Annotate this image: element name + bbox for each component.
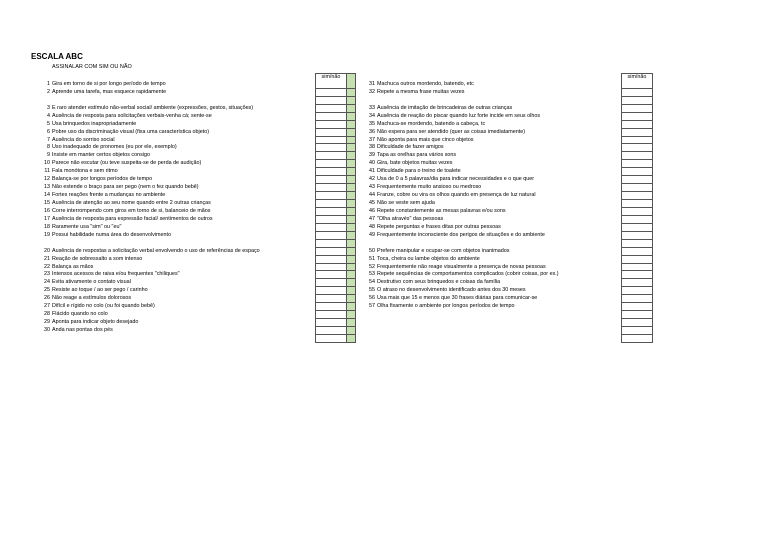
right-item-text: Ausência de imitação de brincadeiras de outras crianças [377,104,513,111]
question-row [31,137,653,145]
left-item-number [31,335,51,343]
question-row [31,327,653,335]
left-answer-cell[interactable] [315,81,347,89]
right-item-text: Destrutivo com seus brinquedos e coisas da família [377,279,501,286]
left-item-text: Ausência do sorriso social [52,136,115,143]
left-answer-header: sim/não [315,73,347,81]
right-answer-cell[interactable] [621,264,653,272]
left-item-number: 26 [44,295,50,302]
left-item-text [51,240,315,248]
right-answer-cell[interactable] [621,216,653,224]
left-answer-cell[interactable] [315,105,347,113]
left-item-number: 11 [44,168,50,175]
right-item-text [376,319,621,327]
right-answer-cell[interactable] [621,295,653,303]
right-item-text [376,240,621,248]
left-answer-cell[interactable] [315,152,347,160]
right-item-number: 36 [369,128,375,135]
question-row [31,271,653,279]
right-item-number: 41 [369,168,375,175]
right-item-text: Olha fixamente o ambiente por longos períodos de tempo [377,303,515,310]
right-item-text: Dificuldade de fazer amigos [377,144,444,151]
question-row [31,176,653,184]
left-item-number: 27 [44,303,50,310]
left-answer-cell[interactable] [315,311,347,319]
left-item-text: Fala monótona e sem ritmo [52,168,118,175]
question-row [31,144,653,152]
left-item-number: 19 [44,231,50,238]
right-item-text: Frequentemente inconsciente dos perigos de situações e do ambiente [377,231,545,238]
left-answer-fill [347,121,356,129]
right-item-number: 51 [369,255,375,262]
question-row [31,184,653,192]
right-answer-cell[interactable] [621,137,653,145]
right-item-text: Frequentemente muito ansioso ou medroso [377,184,482,191]
right-answer-cell[interactable] [621,144,653,152]
right-answer-cell[interactable] [621,248,653,256]
right-item-text: Usa de 0 a 5 palavras/dia para indicar necessidades e o que quer [377,176,535,183]
question-row [31,279,653,287]
question-grid [31,73,653,343]
right-item-text [376,97,621,105]
left-item-text: Gira em torno de si por longo período de tempo [52,80,166,87]
left-answer-cell[interactable] [315,192,347,200]
right-answer-cell[interactable] [621,327,653,335]
right-item-text: Toca, cheira ou lambe objetos do ambiente [377,255,480,262]
left-item-text: Aponta para indicar objeto desejado [52,319,139,326]
left-item-text: Possui habilidade numa área do desenvolvimento [52,231,171,238]
right-item-number: 38 [369,144,375,151]
left-answer-cell[interactable] [315,216,347,224]
right-answer-cell[interactable] [621,192,653,200]
left-answer-fill [347,97,356,105]
left-answer-fill [347,279,356,287]
left-answer-fill [347,303,356,311]
question-row [31,105,653,113]
left-answer-cell[interactable] [315,271,347,279]
left-answer-cell[interactable] [315,137,347,145]
right-item-text: Não espera para ser atendido (quer as coisas imediatamente) [377,128,526,135]
left-item-text: Não reage a estímulos dolorosos [52,295,132,302]
left-item-text: Evita ativamente o contato visual [52,279,131,286]
left-answer-cell[interactable] [315,287,347,295]
right-item-number: 55 [369,287,375,294]
right-item-text: Machuca outros mordendo, batendo, etc [377,80,474,87]
right-item-number: 45 [369,200,375,206]
right-item-text: Prefere manipular e ocupar-se com objetos inanimados [377,247,510,254]
right-item-number: 53 [369,271,375,278]
left-item-number: 22 [44,263,50,270]
left-item-text [51,335,315,343]
left-answer-fill [347,168,356,176]
left-item-text: Insiste em manter certos objetos consigo [52,152,150,159]
left-item-number: 5 [47,120,50,127]
right-answer-cell[interactable] [621,303,653,311]
left-item-text: Fortes reações frente a mudanças no ambiente [52,192,166,199]
right-item-number [356,240,376,248]
right-item-number: 48 [369,223,375,230]
right-answer-cell[interactable] [621,152,653,160]
right-answer-cell[interactable] [621,168,653,176]
question-row [31,295,653,303]
left-answer-fill [347,264,356,272]
left-item-number: 1 [47,80,50,87]
left-answer-fill [347,192,356,200]
right-item-text: Repete perguntas e frases ditas por outras pessoas [377,223,501,230]
left-answer-cell[interactable] [315,327,347,335]
left-item-text: Balança as mãos [52,263,94,270]
question-row [31,311,653,319]
right-item-number: 57 [369,303,375,310]
left-answer-cell[interactable] [315,89,347,97]
left-answer-cell[interactable] [315,240,347,248]
left-item-text: Anda nas pontas dos pés [52,327,113,333]
left-answer-cell[interactable] [315,224,347,232]
left-answer-cell[interactable] [315,129,347,137]
left-answer-cell[interactable] [315,264,347,272]
left-item-number: 20 [44,247,50,254]
question-row [31,97,653,105]
left-item-number: 17 [44,215,50,222]
left-item-number: 18 [44,223,50,230]
right-item-number: 42 [369,176,375,183]
left-answer-cell[interactable] [315,256,347,264]
left-item-text: Ausência de resposta para solicitações verbais-venha cá; sente-se [52,112,212,119]
question-row [31,303,653,311]
left-answer-fill [347,160,356,168]
left-answer-fill [347,327,356,335]
left-item-number [31,97,51,105]
question-row [31,160,653,168]
right-item-number: 47 [369,215,375,222]
left-item-text: Intensos acessos de raiva e/ou frequentes "chiliques" [52,271,180,278]
right-answer-cell[interactable] [621,97,653,105]
left-item-number: 10 [44,160,50,167]
left-answer-fill [347,295,356,303]
left-item-text: Difícil e rígido no colo (ou foi quando bebê) [52,303,155,310]
left-answer-cell[interactable] [315,279,347,287]
right-item-text: Não aponta para mais que cinco objetos [377,136,474,143]
right-item-number: 52 [369,263,375,270]
right-item-text: Tapa as orelhas para vários sons [377,152,457,159]
left-item-number: 16 [44,207,50,214]
right-item-number [356,97,376,105]
left-answer-fill [347,216,356,224]
scale-title: ESCALA ABC [31,52,83,61]
left-item-text: Ausência de respostas a solicitação verbal envolvendo o uso de referências de espaço [52,247,260,254]
left-item-number: 3 [47,104,50,111]
question-row [31,216,653,224]
left-item-number: 25 [44,287,50,294]
question-row [31,335,653,343]
left-answer-cell[interactable] [315,160,347,168]
left-item-number: 2 [47,88,50,95]
left-answer-fill [347,240,356,248]
right-answer-cell[interactable] [621,184,653,192]
header-row [31,73,653,81]
right-answer-cell[interactable] [621,240,653,248]
left-item-text: É raro atender estímulo não-verbal social/ ambiente (expressões, gestos, situações) [52,104,254,111]
right-item-number: 46 [369,207,375,214]
right-item-number [356,311,376,319]
left-answer-fill [347,319,356,327]
left-item-text: Resiste ao toque / ao ser pego / carinho [52,287,148,294]
left-item-number: 7 [47,136,50,143]
question-row [31,248,653,256]
right-item-number: 33 [369,104,375,111]
left-answer-cell[interactable] [315,295,347,303]
right-item-text: O atraso no desenvolvimento identificado antes dos 30 meses [377,287,526,294]
right-item-text: Frequentemente não reage visualmente a presença de novas pessoas [377,263,546,270]
right-item-number [356,319,376,327]
left-item-text: Flácido quando no colo [52,311,108,318]
right-item-number [356,327,376,335]
left-answer-fill [347,176,356,184]
left-answer-fill [347,311,356,319]
right-answer-cell[interactable] [621,200,653,208]
right-answer-cell[interactable] [621,208,653,216]
left-answer-cell[interactable] [315,176,347,184]
right-item-number [356,335,376,343]
left-answer-fill [347,105,356,113]
right-item-number: 35 [369,120,375,127]
right-answer-cell[interactable] [621,89,653,97]
left-item-text: Raramente usa "sim" ou "eu" [52,223,122,230]
left-item-number: 30 [44,327,50,333]
question-row [31,81,653,89]
right-answer-cell[interactable] [621,287,653,295]
left-item-number: 13 [44,184,50,191]
left-answer-fill [347,232,356,240]
left-item-text: Uso inadequado de pronomes (eu por ele, exemplo) [52,144,177,151]
right-answer-cell[interactable] [621,311,653,319]
question-row [31,264,653,272]
left-answer-fill [347,137,356,145]
right-item-number: 50 [369,247,375,254]
left-item-number: 23 [44,271,50,278]
right-item-text: Gira, bate objetos muitas vezes [377,160,453,167]
left-answer-fill [347,184,356,192]
left-item-text [51,97,315,105]
left-item-number: 8 [47,144,50,151]
right-item-text: Machuca-se mordendo, batendo a cabeça, tc [377,120,486,127]
left-item-number: 14 [44,192,50,199]
left-item-text: Usa brinquedos inapropriadamente [52,120,137,127]
right-item-text: Repete constantemente as mesas palavras e/ou sons [377,207,506,214]
question-row [31,129,653,137]
left-answer-fill [347,113,356,121]
left-item-number: 9 [47,152,50,159]
right-item-text [376,327,621,335]
right-item-number: 49 [369,231,375,238]
right-answer-cell[interactable] [621,232,653,240]
right-answer-cell[interactable] [621,256,653,264]
question-row [31,113,653,121]
left-item-text: Balança-se por longos períodos de tempo [52,176,153,183]
right-answer-cell[interactable] [621,319,653,327]
left-answer-cell[interactable] [315,248,347,256]
right-item-text [376,335,621,343]
question-row [31,240,653,248]
left-answer-header-fill [347,73,356,81]
right-item-text: Usa mais que 15 e menos que 30 frases diárias para comunicar-se [377,295,538,302]
right-answer-cell[interactable] [621,113,653,121]
question-row [31,89,653,97]
question-row [31,200,653,208]
right-answer-cell[interactable] [621,160,653,168]
right-item-text: Ausência de reação do piscar quando luz forte incide em seus olhos [377,112,541,119]
left-answer-fill [347,144,356,152]
question-row [31,232,653,240]
question-row [31,256,653,264]
right-answer-cell[interactable] [621,335,653,343]
left-item-number: 28 [44,311,50,318]
right-answer-header: sim/não [621,73,653,81]
right-answer-cell[interactable] [621,176,653,184]
left-item-number: 21 [44,255,50,262]
right-item-number: 32 [369,88,375,95]
left-answer-fill [347,152,356,160]
left-answer-fill [347,208,356,216]
right-item-text: Repete a mesma frase muitas vezes [377,88,465,95]
left-answer-fill [347,224,356,232]
left-item-number: 4 [47,112,50,119]
right-item-number: 56 [369,295,375,302]
right-item-text: Dificuldade para o treino de toalete [377,168,461,175]
right-item-number: 54 [369,279,375,286]
left-item-text: Corre interrompendo com giros em torno de si, balanceio de mãos [52,207,211,214]
left-answer-cell[interactable] [315,121,347,129]
left-answer-fill [347,248,356,256]
right-item-text: Não se veste sem ajuda [377,200,435,206]
left-answer-cell[interactable] [315,113,347,121]
question-row [31,152,653,160]
right-item-text: Repete sequências de comportamentos complicados (cobrir coisas, por ex.) [377,271,559,278]
right-answer-cell[interactable] [621,105,653,113]
left-answer-fill [347,129,356,137]
left-answer-fill [347,200,356,208]
left-answer-cell[interactable] [315,232,347,240]
right-answer-cell[interactable] [621,224,653,232]
question-row [31,208,653,216]
left-item-number: 29 [44,319,50,326]
right-item-number: 37 [369,136,375,143]
left-answer-cell[interactable] [315,200,347,208]
right-item-number: 34 [369,112,375,119]
right-answer-cell[interactable] [621,279,653,287]
right-answer-cell[interactable] [621,121,653,129]
scale-instructions: ASSINALAR COM SIM OU NÃO [52,64,132,70]
right-answer-cell[interactable] [621,81,653,89]
right-item-number: 40 [369,160,375,167]
left-answer-cell[interactable] [315,168,347,176]
right-answer-cell[interactable] [621,271,653,279]
right-item-number: 31 [369,80,375,87]
left-answer-fill [347,256,356,264]
left-answer-cell[interactable] [315,97,347,105]
left-answer-fill [347,81,356,89]
left-item-text: Aprende uma tarefa, mas esquece rapidamente [52,88,167,95]
left-answer-cell[interactable] [315,335,347,343]
left-item-number: 15 [44,200,50,206]
left-answer-cell[interactable] [315,144,347,152]
left-answer-cell[interactable] [315,208,347,216]
left-answer-fill [347,271,356,279]
left-item-number: 6 [47,128,50,135]
left-answer-cell[interactable] [315,319,347,327]
left-item-text: Não estende o braço para ser pego (nem o fez quando bebê) [52,184,199,191]
question-rows [31,81,653,343]
left-item-number: 12 [44,176,50,183]
left-item-text: Pobre uso da discriminação visual (fixa uma característica objeto) [52,128,209,135]
question-row [31,121,653,129]
left-item-text: Ausência de resposta para expressão facial/ sentimentos de outros [52,215,213,222]
left-answer-fill [347,335,356,343]
left-answer-fill [347,287,356,295]
left-item-number [31,240,51,248]
question-row [31,287,653,295]
question-row [31,168,653,176]
right-item-text: "Olha através" das pessoas [377,215,444,222]
question-row [31,224,653,232]
right-item-number: 43 [369,184,375,191]
left-item-number: 24 [44,279,50,286]
right-item-text [376,311,621,319]
left-answer-cell[interactable] [315,184,347,192]
right-answer-cell[interactable] [621,129,653,137]
left-answer-fill [347,89,356,97]
left-item-text: Ausência de atenção ao seu nome quando entre 2 outras crianças [52,200,211,206]
left-item-text: Parece não escutar (ou teve suspeita-se de perda de audição) [52,160,202,167]
right-item-number: 39 [369,152,375,159]
right-item-number: 44 [369,192,375,199]
right-item-text: Franze, cobre ou vira os olhos quando em presença de luz natural [377,192,536,199]
left-item-text: Reação de sobressalto a som intenso [52,255,143,262]
question-row [31,319,653,327]
question-row [31,192,653,200]
left-answer-cell[interactable] [315,303,347,311]
